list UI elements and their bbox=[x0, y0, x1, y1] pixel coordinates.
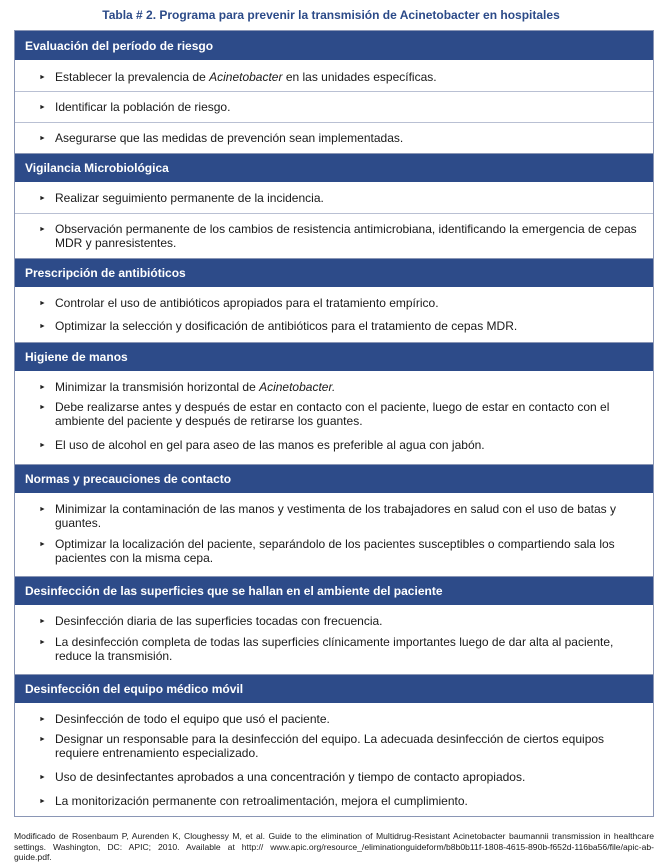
right-arrow-icon: ► bbox=[39, 639, 46, 646]
list-item: ► La desinfección completa de todas las superficies clínicamente importantes luego de dar alta al paciente, reduce la transmisión. bbox=[39, 635, 614, 663]
section-header: Evaluación del período de riesgo bbox=[15, 31, 653, 60]
list-item: ► Desinfección diaria de las superficies tocadas con frecuencia. bbox=[39, 614, 383, 628]
right-arrow-icon: ► bbox=[39, 135, 46, 142]
list-item: ► Identificar la población de riesgo. bbox=[15, 91, 653, 122]
right-arrow-icon: ► bbox=[39, 442, 46, 449]
section-header: Desinfección de las superficies que se hallan en el ambiente del paciente bbox=[15, 576, 653, 605]
list-item: ► El uso de alcohol en gel para aseo de las manos es preferible al agua con jabón. bbox=[39, 438, 485, 452]
right-arrow-icon: ► bbox=[39, 736, 46, 743]
list-item: ► Minimizar la transmisión horizontal de Acinetobacter. bbox=[39, 380, 336, 394]
right-arrow-icon: ► bbox=[39, 506, 46, 513]
section-header: Normas y precauciones de contacto bbox=[15, 464, 653, 493]
right-arrow-icon: ► bbox=[39, 323, 46, 330]
section-header: Prescripción de antibióticos bbox=[15, 258, 653, 287]
list-item: ► Observación permanente de los cambios de resistencia antimicrobiana, identificando la emergencia de cepas MDR y panresistentes. bbox=[15, 213, 653, 258]
list-item: ► La monitorización permanente con retroalimentación, mejora el cumplimiento. bbox=[39, 794, 468, 808]
source-footnote: Modificado de Rosenbaum P, Aurenden K, Cloughessy M, et al. Guide to the elimination of Multidrug-Resistant Acinetobacter baumannii transmission in healthcare settings. Washington, DC: APIC; 2010. Available at http:// www.apic.org/resource_/eliminationguideform/b8b0b11f-1808-4615-890b-f652d-116ba56/file/apic-ab-guide.pdf. bbox=[14, 831, 654, 862]
right-arrow-icon: ► bbox=[39, 798, 46, 805]
section-header: Vigilancia Microbiológica bbox=[15, 153, 653, 182]
right-arrow-icon: ► bbox=[39, 541, 46, 548]
prevention-table bbox=[14, 30, 654, 817]
list-item: ► Asegurarse que las medidas de prevención sean implementadas. bbox=[15, 122, 653, 153]
right-arrow-icon: ► bbox=[39, 404, 46, 411]
right-arrow-icon: ► bbox=[39, 774, 46, 781]
section-header: Desinfección del equipo médico móvil bbox=[15, 674, 653, 703]
right-arrow-icon: ► bbox=[39, 104, 46, 111]
list-item: ► Optimizar la selección y dosificación de antibióticos para el tratamiento de cepas MDR. bbox=[39, 319, 518, 333]
list-item: ► Minimizar la contaminación de las manos y vestimenta de los trabajadores en salud con el uso de batas y guantes. bbox=[39, 502, 616, 530]
right-arrow-icon: ► bbox=[39, 716, 46, 723]
list-item: ► Designar un responsable para la desinfección del equipo. La adecuada desinfección de ciertos equipos requiere entrenamiento especializado. bbox=[39, 732, 605, 760]
list-item: ► Realizar seguimiento permanente de la incidencia. bbox=[39, 191, 324, 205]
list-item: ► Controlar el uso de antibióticos apropiados para el tratamiento empírico. bbox=[39, 296, 439, 310]
list-item: ► Debe realizarse antes y después de estar en contacto con el paciente, luego de estar en contacto con el ambiente del paciente y después de retirarse los guantes. bbox=[39, 400, 610, 428]
right-arrow-icon: ► bbox=[39, 618, 46, 625]
right-arrow-icon: ► bbox=[39, 74, 46, 81]
list-item: ► Uso de desinfectantes aprobados a una concentración y tiempo de contacto apropiados. bbox=[39, 770, 526, 784]
right-arrow-icon: ► bbox=[39, 226, 46, 233]
right-arrow-icon: ► bbox=[39, 300, 46, 307]
list-item: ► Establecer la prevalencia de Acinetobacter en las unidades específicas. bbox=[39, 70, 437, 84]
table-title: Tabla # 2. Programa para prevenir la transmisión de Acinetobacter en hospitales bbox=[102, 8, 560, 22]
section-header: Higiene de manos bbox=[15, 342, 653, 371]
list-item: ► Desinfección de todo el equipo que usó el paciente. bbox=[39, 712, 330, 726]
right-arrow-icon: ► bbox=[39, 384, 46, 391]
right-arrow-icon: ► bbox=[39, 195, 46, 202]
list-item: ► Optimizar la localización del paciente, separándolo de los pacientes susceptibles o compartiendo sala los pacientes con la misma cepa. bbox=[39, 537, 615, 565]
